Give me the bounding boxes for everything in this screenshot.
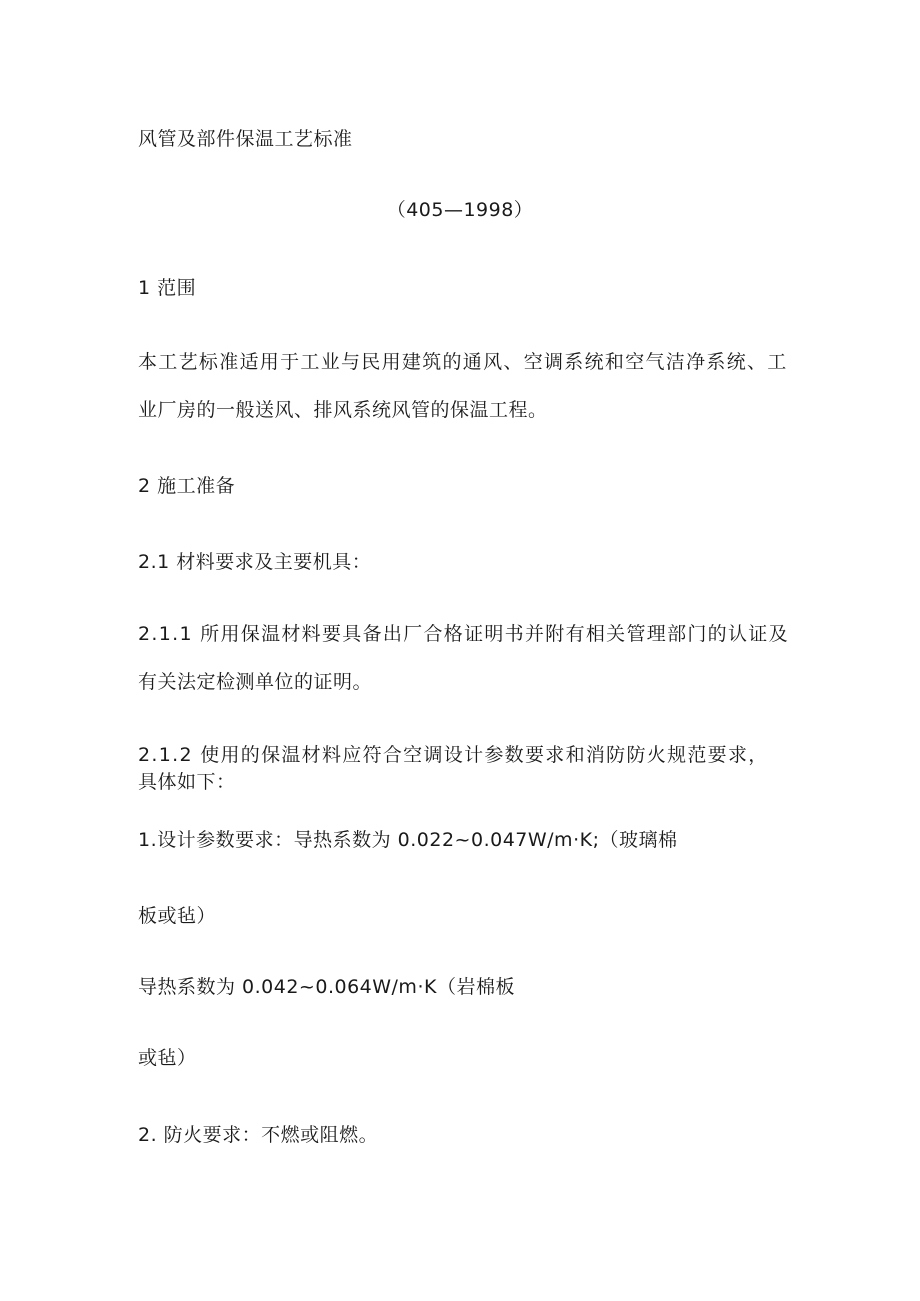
section-1-heading: 1 范围 (138, 277, 197, 299)
section-1-body-line-1: 本工艺标准适用于工业与民用建筑的通风、空调系统和空气洁净系统、工 (138, 351, 788, 373)
item-1-line-1: 1.设计参数要求：导热系数为 0.022~0.047W/m·K;（玻璃棉 (138, 829, 678, 851)
standard-code: （405—1998） (386, 199, 534, 221)
section-2-1-2-line-2: 具体如下： (138, 771, 236, 793)
section-2-1-1-line-2: 有关法定检测单位的证明。 (138, 671, 373, 693)
section-2-heading: 2 施工准备 (138, 475, 236, 497)
section-2-1-heading: 2.1 材料要求及主要机具： (138, 551, 372, 573)
section-2-1-1-line-1: 2.1.1 所用保温材料要具备出厂合格证明书并附有相关管理部门的认证及 (138, 623, 789, 645)
section-1-body-line-2: 业厂房的一般送风、排风系统风管的保温工程。 (138, 399, 548, 421)
item-1-line-3: 导热系数为 0.042~0.064W/m·K（岩棉板 (138, 976, 515, 998)
section-2-1-2-line-1: 2.1.2 使用的保温材料应符合空调设计参数要求和消防防火规范要求， (138, 744, 769, 766)
item-2: 2. 防火要求：不燃或阻燃。 (138, 1124, 379, 1146)
document-title: 风管及部件保温工艺标准 (138, 128, 353, 150)
item-1-line-4: 或毡） (138, 1047, 197, 1069)
item-1-line-2: 板或毡） (138, 905, 217, 927)
